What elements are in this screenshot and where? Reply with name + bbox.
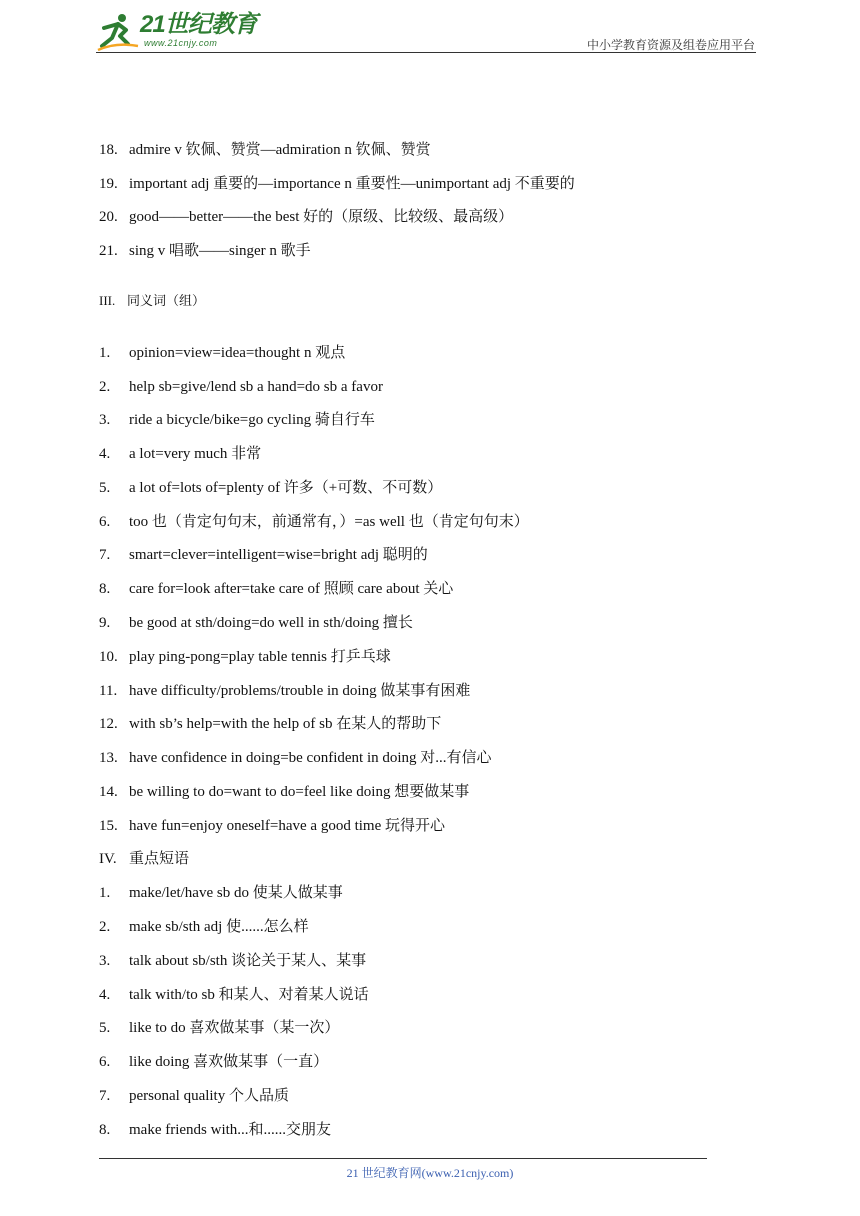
item-number: 11. (99, 683, 118, 699)
item-text: care for=look after=take care of 照顾 care about 关心 (129, 581, 454, 597)
item-number: 4. (99, 446, 111, 462)
platform-title: 中小学教育资源及组卷应用平台 (586, 38, 755, 52)
item-text: like to do 喜欢做某事（某一次） (129, 1020, 340, 1036)
list-item (99, 1086, 289, 1106)
section-number: III. (99, 293, 116, 308)
footer-link[interactable]: 21 世纪教育网(www.21cnjy.com) (346, 1166, 514, 1180)
item-number: 4. (99, 987, 111, 1003)
section-heading (99, 291, 205, 311)
item-number: 1. (99, 345, 111, 361)
item-number: 8. (99, 1122, 111, 1138)
list-item (99, 714, 441, 734)
runner-logo-icon (96, 12, 140, 52)
item-text: play ping-pong=play table tennis 打乒乓球 (129, 649, 391, 665)
item-number: 3. (99, 412, 111, 428)
item-text: with sb’s help=with the help of sb 在某人的帮助下 (129, 716, 442, 732)
list-item (99, 782, 469, 802)
item-text: like doing 喜欢做某事（一直） (129, 1054, 329, 1070)
list-item (99, 1120, 331, 1140)
item-number: 6. (99, 514, 111, 530)
item-number: 1. (99, 885, 111, 901)
list-item (99, 985, 369, 1005)
section-title: 同义词（组） (127, 293, 206, 308)
item-text: talk with/to sb 和某人、对着某人说话 (129, 987, 369, 1003)
list-item (99, 140, 431, 160)
list-item (99, 377, 383, 397)
list-item (99, 1018, 339, 1038)
item-text: personal quality 个人品质 (129, 1088, 289, 1104)
item-number: 7. (99, 547, 111, 563)
list-item (99, 174, 575, 194)
item-text: a lot=very much 非常 (129, 446, 262, 462)
item-text: talk about sb/sth 谈论关于某人、某事 (129, 953, 367, 969)
list-item (99, 951, 366, 971)
item-number: 15. (99, 818, 118, 834)
item-text: be willing to do=want to do=feel like doing 想要做某事 (129, 784, 470, 800)
item-number: 8. (99, 581, 111, 597)
item-number: 7. (99, 1088, 111, 1104)
item-text: make/let/have sb do 使某人做某事 (129, 885, 343, 901)
item-text: smart=clever=intelligent=wise=bright adj 聪明的 (129, 547, 428, 563)
list-item (99, 883, 343, 903)
list-item (99, 816, 445, 836)
page-header (0, 0, 860, 60)
list-item (99, 1052, 328, 1072)
item-number: 12. (99, 716, 118, 732)
item-text: be good at sth/doing=do well in sth/doing 擅长 (129, 615, 413, 631)
item-number: 18. (99, 142, 118, 158)
list-item (99, 410, 375, 430)
list-item (99, 241, 311, 261)
list-item (99, 444, 261, 464)
item-number: 5. (99, 480, 111, 496)
list-item (99, 512, 529, 532)
logo-url: www.21cnjy.com (144, 38, 218, 48)
list-item (99, 579, 453, 599)
header-divider (96, 52, 756, 53)
item-text: have difficulty/problems/trouble in doing 做某事有困难 (129, 683, 471, 699)
item-text: make friends with...和......交朋友 (129, 1122, 332, 1138)
site-logo (96, 10, 261, 52)
item-number: 21. (99, 243, 118, 259)
item-number: 9. (99, 615, 111, 631)
item-text: sing v 唱歌——singer n 歌手 (129, 243, 311, 259)
item-text: too 也（肯定句句末，前通常有，）=as well 也（肯定句句末） (129, 514, 529, 530)
logo-text: 21世纪教育 (140, 11, 257, 38)
item-number: 20. (99, 209, 118, 225)
list-item (99, 478, 442, 498)
item-number: 2. (99, 919, 111, 935)
item-number: 6. (99, 1054, 111, 1070)
item-text: help sb=give/lend sb a hand=do sb a favor (129, 379, 383, 395)
section-title: 重点短语 (129, 851, 190, 867)
item-number: 3. (99, 953, 111, 969)
item-number: 5. (99, 1020, 111, 1036)
item-text: a lot of=lots of=plenty of 许多（+可数、不可数） (129, 480, 443, 496)
list-item (99, 681, 470, 701)
item-number: 10. (99, 649, 118, 665)
list-item (99, 613, 413, 633)
list-item (99, 647, 391, 667)
list-item (99, 917, 309, 937)
list-item (99, 748, 492, 768)
list-item (99, 207, 513, 227)
item-text: have fun=enjoy oneself=have a good time 玩得开心 (129, 818, 446, 834)
list-item (99, 545, 428, 565)
item-text: make sb/sth adj 使......怎么样 (129, 919, 309, 935)
item-number: 13. (99, 750, 118, 766)
section-number: IV. (99, 851, 117, 867)
item-number: 19. (99, 176, 118, 192)
item-number: 14. (99, 784, 118, 800)
item-text: important adj 重要的—importance n 重要性—unimportant adj 不重要的 (129, 176, 575, 192)
footer-divider (99, 1158, 707, 1159)
item-text: good——better——the best 好的（原级、比较级、最高级） (129, 209, 514, 225)
item-text: ride a bicycle/bike=go cycling 骑自行车 (129, 412, 375, 428)
item-number: 2. (99, 379, 111, 395)
section-heading (99, 849, 189, 869)
list-item (99, 343, 345, 363)
item-text: have confidence in doing=be confident in doing 对...有信心 (129, 750, 492, 766)
item-text: admire v 钦佩、赞赏—admiration n 钦佩、赞赏 (129, 142, 431, 158)
item-text: opinion=view=idea=thought n 观点 (129, 345, 346, 361)
